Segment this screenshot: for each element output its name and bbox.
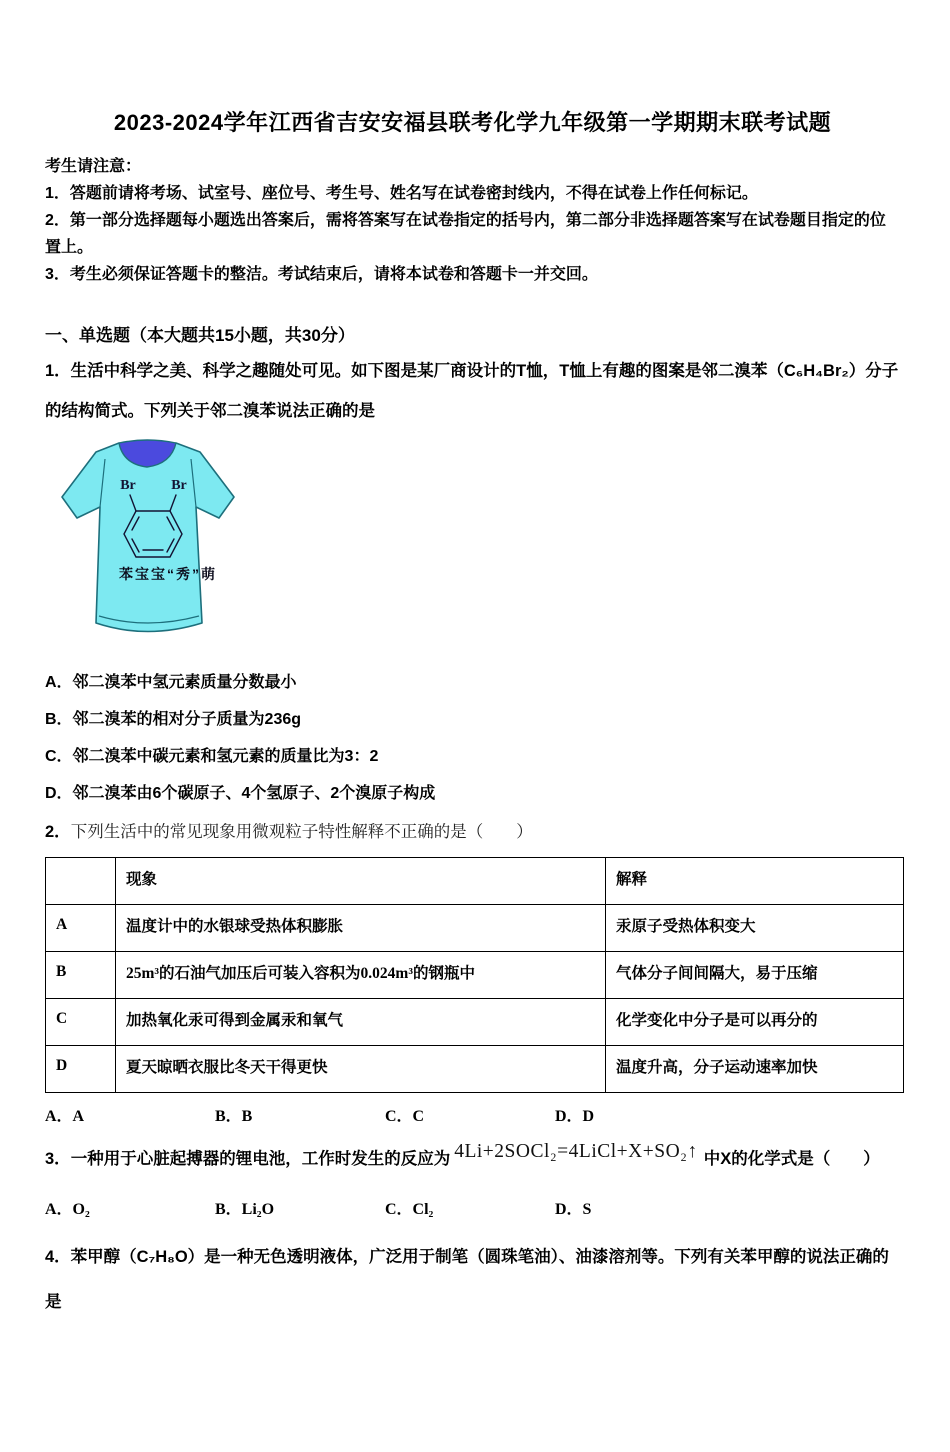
q2-option-a: A．A: [45, 1108, 85, 1125]
notice-item-1: 1．答题前请将考场、试室号、座位号、考生号、姓名写在试卷密封线内，不得在试卷上作任何标记。: [45, 185, 758, 202]
q1-option-d: D．邻二溴苯由6个碳原子、4个氢原子、2个溴原子构成: [45, 785, 436, 802]
tshirt-figure: [55, 435, 240, 650]
q1-option-b: B．邻二溴苯的相对分子质量为236g: [45, 711, 302, 728]
q3-option-a: A．O₂: [45, 1201, 90, 1218]
row-d-explanation: 温度升高，分子运动速率加快: [606, 1046, 904, 1093]
row-a-letter: A: [46, 905, 116, 952]
table-row: [46, 1046, 904, 1093]
q2-option-d: D．D: [555, 1108, 595, 1125]
tshirt-body: [62, 443, 234, 632]
table-header-row: [46, 858, 904, 905]
table-row: [46, 905, 904, 952]
row-c-explanation: 化学变化中分子是可以再分的: [606, 999, 904, 1046]
row-c-phenomenon: 加热氧化汞可得到金属汞和氧气: [116, 999, 606, 1046]
row-a-phenomenon: 温度计中的水银球受热体积膨胀: [116, 905, 606, 952]
exam-page: [0, 108, 950, 1325]
q1-options: [45, 672, 900, 804]
row-a-explanation: 汞原子受热体积变大: [606, 905, 904, 952]
q2-option-c: C．C: [385, 1108, 425, 1125]
notice-block: [45, 153, 900, 288]
tshirt-caption: 苯宝宝“秀”萌: [119, 566, 217, 582]
question-2-stem: [45, 820, 900, 844]
notice-item-2: 2．第一部分选择题每小题选出答案后，需将答案写在试卷指定的括号内，第二部分非选择题答案写在试卷题目指定的位置上。: [45, 212, 886, 256]
row-d-letter: D: [46, 1046, 116, 1093]
q3-stem-after: 中X的化学式是（ ）: [703, 1150, 880, 1168]
header-phenomenon: 现象: [116, 858, 606, 905]
header-explanation: 解释: [606, 858, 904, 905]
q3-options: [45, 1196, 900, 1219]
br-label-left: Br: [120, 478, 136, 493]
row-b-explanation: 气体分子间间隔大，易于压缩: [606, 952, 904, 999]
q1-option-a: A．邻二溴苯中氢元素质量分数最小: [45, 674, 297, 691]
br-label-right: Br: [171, 478, 187, 493]
question-4-stem: 4．苯甲醇（C₇H₈O）是一种无色透明液体，广泛用于制笔（圆珠笔油）、油漆溶剂等。下列有关苯甲醇的说法正确的是: [45, 1248, 889, 1311]
row-b-letter: B: [46, 952, 116, 999]
q3-option-b: B．Li₂O: [215, 1201, 275, 1218]
q1-option-c: C．邻二溴苯中碳元素和氢元素的质量比为3：2: [45, 748, 379, 765]
notice-heading: 考生请注意：: [45, 158, 142, 175]
table-row: [46, 952, 904, 999]
question-1-stem: 1．生活中科学之美、科学之趣随处可见。如下图是某厂商设计的T恤，T恤上有趣的图案是邻二溴苯（C₆H₄Br₂）分子的结构简式。下列关于邻二溴苯说法正确的是: [45, 362, 899, 420]
q2-table: [45, 857, 904, 1093]
q2-option-b: B．B: [215, 1108, 253, 1125]
q3-stem-before: 一种用于心脏起搏器的锂电池，工作时发生的反应为: [70, 1150, 451, 1168]
q3-reaction-equation: 4Li+2SOCl₂=4LiCl+X+SO₂↑: [454, 1141, 698, 1162]
row-b-phenomenon: 25m³的石油气加压后可装入容积为0.024m³的钢瓶中: [116, 952, 606, 999]
q2-number: 2．: [45, 823, 71, 841]
table-row: [46, 999, 904, 1046]
header-blank: [46, 858, 116, 905]
notice-item-3: 3．考生必须保证答题卡的整洁。考试结束后，请将本试卷和答题卡一并交回。: [45, 266, 598, 283]
tshirt-graphic: [55, 435, 240, 650]
row-d-phenomenon: 夏天晾晒衣服比冬天干得更快: [116, 1046, 606, 1093]
q2-stem-text: 下列生活中的常见现象用微观粒子特性解释不正确的是（ ）: [70, 822, 533, 841]
q3-option-d: D．S: [555, 1201, 592, 1218]
page-title: 2023-2024学年江西省吉安安福县联考化学九年级第一学期期末联考试题: [113, 110, 832, 135]
q3-option-c: C．Cl₂: [385, 1201, 434, 1218]
q3-number: 3．: [45, 1150, 71, 1168]
question-3-stem: [45, 1141, 900, 1174]
row-c-letter: C: [46, 999, 116, 1046]
section-heading: 一、单选题（本大题共15小题，共30分）: [45, 326, 355, 345]
q2-options: [45, 1103, 900, 1126]
